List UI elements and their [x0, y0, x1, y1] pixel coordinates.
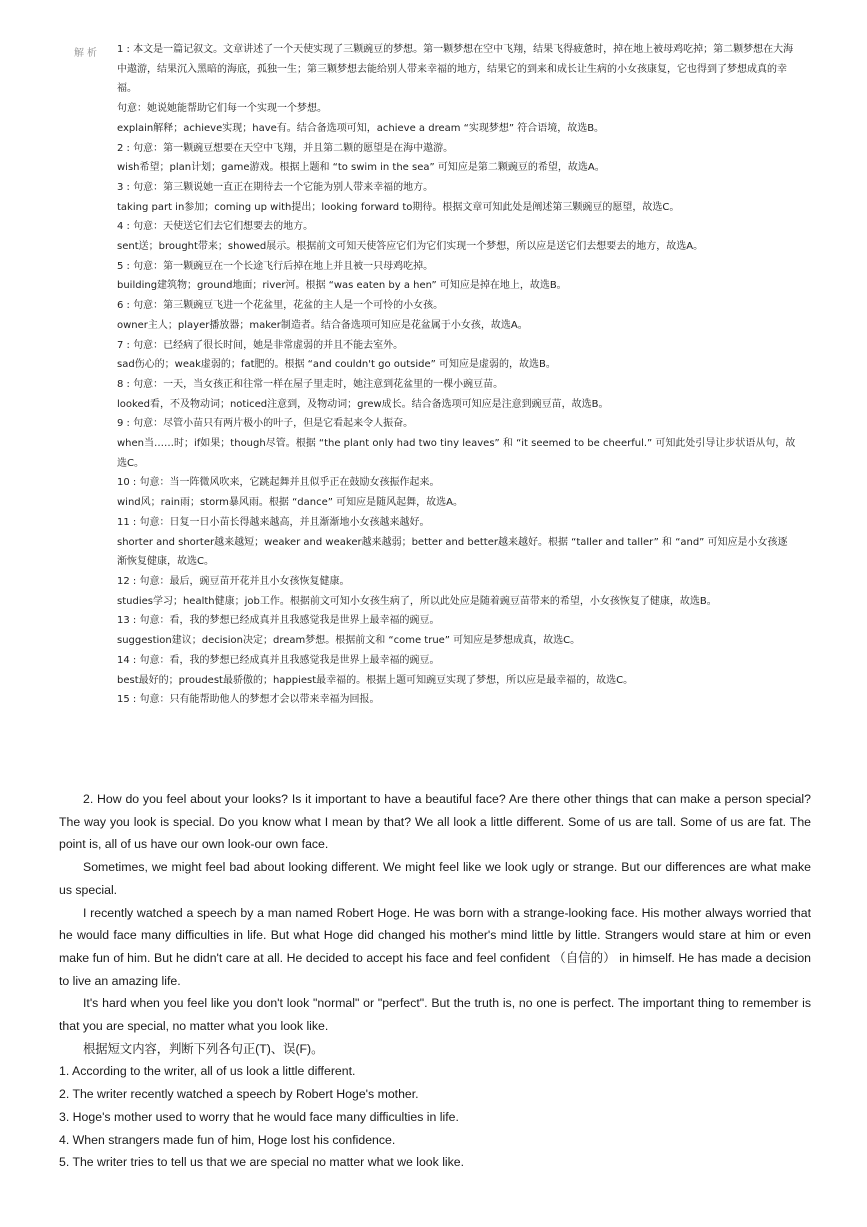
analysis-line: sad伤心的；weak虚弱的；fat肥的。根据 “and couldn't go outside” 可知应是虚弱的，故选B。: [117, 359, 556, 371]
analysis-line: 1 : 本文是一篇记叙文。文章讲述了一个天使实现了三颗豌豆的梦想。第一颗梦想在空中飞翔，结果飞得疲惫时，掉在地上被母鸡吃掉；第二颗梦想在大海中遨游，结果沉入黑暗的海底，孤独一生；第三颗梦想去能给别人带来幸福的地方，结果它的到来和成长让生病的小女孩康复，它也得到了梦想成真的幸福。: [117, 44, 794, 95]
analysis-line: 10 : 句意：当一阵微风吹来，它跳起舞并且似乎正在鼓励女孩振作起来。: [117, 477, 440, 489]
analysis-line: wish希望；plan计划；game游戏。根据上题和 “to swim in the sea” 可知应是第二颗豌豆的希望，故选A。: [117, 162, 605, 174]
passage-paragraph: Sometimes, we might feel bad about looking different. We might feel like we look ugly or strange. But our differences are what make us special.: [59, 860, 811, 897]
question-item: 5. The writer tries to tell us that we are special no matter what we look like.: [59, 1155, 465, 1170]
analysis-line: taking part in参加；coming up with提出；looking forward to期待。根据文章可知此处是阐述第三颗豌豆的愿望，故选C。: [117, 201, 680, 213]
analysis-line: building建筑物；ground地面；river河。根据 “was eaten by a hen” 可知应是掉在地上，故选B。: [117, 280, 567, 292]
analysis-line: shorter and shorter越来越短；weaker and weaker越来越弱；better and better越来越好。根据 “taller and taller” 和 “and” 可知应是小女孩逐渐恢复健康，故选C。: [117, 536, 788, 568]
question-list: [59, 1060, 811, 1174]
analysis-line: 3 : 句意：第三颗说她一直正在期待去一个它能为别人带来幸福的地方。: [117, 181, 434, 193]
analysis-line: 15 : 句意：只有能帮助他人的梦想才会以带来幸福为回报。: [117, 694, 380, 706]
question-item: 3. Hoge's mother used to worry that he would face many difficulties in life.: [59, 1109, 459, 1124]
analysis-line: 13 : 句意：看，我的梦想已经成真并且我感觉我是世界上最幸福的豌豆。: [117, 615, 440, 627]
passage-paragraph: 2. How do you feel about your looks? Is it important to have a beautiful face? Are there other things that can make a person special? The way you look is special. Do you know what I mean by that? We all look a little different. Some of us are tall. Some of us are fat. The point is, all of us have our own look-our own face.: [59, 792, 811, 852]
analysis-line: 8 : 句意：一天，当女孩正和往常一样在屋子里走时，她注意到花盆里的一棵小豌豆苗。: [117, 378, 504, 390]
analysis-line: 14 : 句意：看，我的梦想已经成真并且我感觉我是世界上最幸福的豌豆。: [117, 654, 440, 666]
passage-paragraph: It's hard when you feel like you don't look "normal" or "perfect". But the truth is, no one is perfect. The important thing to remember is that you are special, no matter what you look like.: [59, 996, 811, 1034]
analysis-line: 11 : 句意：日复一日小苗长得越来越高，并且渐渐地小女孩越来越好。: [117, 516, 430, 528]
analysis-line: suggestion建议；decision决定；dream梦想。根据前文和 “come true” 可知应是梦想成真，故选C。: [117, 635, 581, 647]
analysis-line: 5 : 句意：第一颗豌豆在一个长途飞行后掉在地上并且被一只母鸡吃掉。: [117, 260, 434, 272]
analysis-line: 9 : 句意：尽管小苗只有两片极小的叶子，但是它看起来令人振奋。: [117, 418, 414, 430]
analysis-line: studies学习；health健康；job工作。根据前文可知小女孩生病了，所以此处应是随着豌豆苗带来的希望，小女孩恢复了健康，故选B。: [117, 595, 717, 607]
analysis-line: 4 : 句意：天使送它们去它们想要去的地方。: [117, 221, 314, 233]
question-instruction: 根据短文内容，判断下列各句正(T)、误(F)。: [83, 1041, 324, 1056]
question-item: 2. The writer recently watched a speech by Robert Hoge's mother.: [59, 1087, 419, 1102]
analysis-label: 解析: [74, 48, 100, 59]
passage-paragraph: I recently watched a speech by a man named Robert Hoge. He was born with a strange-looking face. His mother always worried that he would face many difficulties in life. But what Hoge did changed his mother's mind little by little. Strangers would stare at him or even make fun of him. But he didn't care at all. He decided to accept his face and feel confident （自信的） in himself. He has made a decision to live an amazing life.: [59, 905, 811, 988]
analysis-line: looked看，不及物动词；noticed注意到，及物动词；grew成长。结合备选项可知应是注意到豌豆苗，故选B。: [117, 398, 609, 410]
analysis-line: sent送；brought带来；showed展示。根据前文可知天使答应它们为它们实现一个梦想，所以应是送它们去想要去的地方，故选A。: [117, 241, 704, 253]
analysis-line: 7 : 句意：已经病了很长时间，她是非常虚弱的并且不能去室外。: [117, 339, 404, 351]
analysis-body: [117, 40, 797, 710]
reading-passage: [59, 788, 811, 1174]
analysis-line: owner主人；player播放器；maker制造者。结合备选项可知应是花盆属于小女孩，故选A。: [117, 319, 528, 331]
analysis-line: 句意：她说她能帮助它们每一个实现一个梦想。: [117, 103, 327, 115]
analysis-line: best最好的；proudest最骄傲的；happiest最幸福的。根据上题可知豌豆实现了梦想，所以应是最幸福的，故选C。: [117, 674, 634, 686]
question-item: 1. According to the writer, all of us look a little different.: [59, 1064, 356, 1079]
analysis-line: 12 : 句意：最后，豌豆苗开花并且小女孩恢复健康。: [117, 575, 350, 587]
question-item: 4. When strangers made fun of him, Hoge lost his confidence.: [59, 1132, 396, 1147]
analysis-line: wind风；rain雨；storm暴风雨。根据 “dance” 可知应是随风起舞，故选A。: [117, 497, 463, 509]
analysis-line: explain解释；achieve实现；have有。结合备选项可知，achieve a dream “实现梦想” 符合语境，故选B。: [117, 122, 605, 134]
analysis-line: 6 : 句意：第三颗豌豆飞进一个花盆里，花盆的主人是一个可怜的小女孩。: [117, 300, 444, 312]
analysis-line: when当……时；if如果；though尽管。根据 “the plant only had two tiny leaves” 和 “it seemed to be cheerful.” 可知此处引导让步状语从句，故选C。: [117, 438, 796, 469]
analysis-line: 2 : 句意：第一颗豌豆想要在天空中飞翔，并且第二颗的愿望是在海中遨游。: [117, 142, 454, 154]
